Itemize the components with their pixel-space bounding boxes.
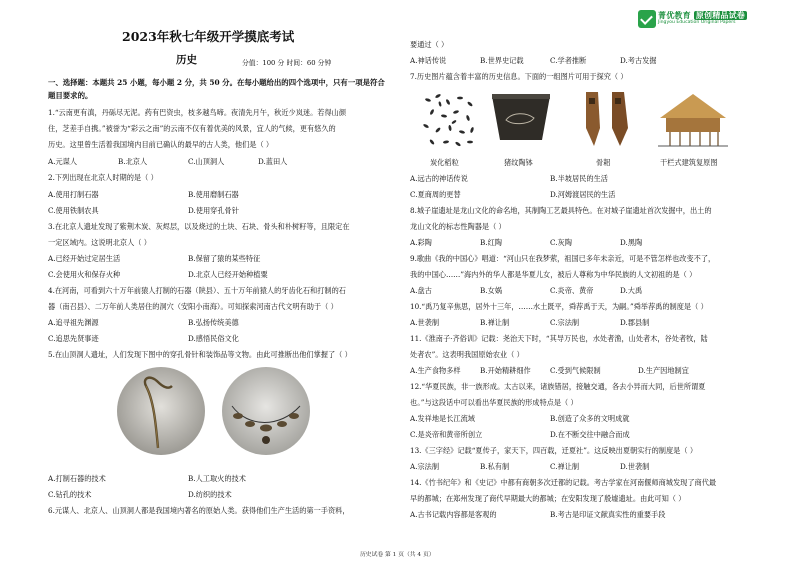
q2-text: 2.下列出现在北京人时期的是（ ） bbox=[48, 173, 158, 182]
q7-option-c[interactable]: C.夏商周的更替 bbox=[410, 190, 461, 199]
q7-option-b[interactable]: B.半坡居民的生活 bbox=[550, 174, 608, 183]
q12-line2: 也。”与这段话中可以看出华夏民族的形成特点是（ ） bbox=[410, 398, 578, 407]
q3-option-a[interactable]: A.已经开始过定居生活 bbox=[48, 254, 121, 263]
q1-option-b[interactable]: B.北京人 bbox=[118, 157, 148, 166]
q11-option-a[interactable]: A.生产食物多样 bbox=[410, 366, 461, 375]
q5-text: 5.在山顶洞人遗址，人们发现下图中的穿孔骨针和装饰品等文物。由此可推断出他们掌握了（ ） bbox=[48, 350, 352, 359]
q4-option-b[interactable]: B.弘扬传统美德 bbox=[188, 318, 239, 327]
q3-line1: 3.在北京人遗址发现了紫荆木炭、灰烬层，以及烧过的土块、石块、骨头和朴树籽等，且限定在 bbox=[48, 222, 350, 231]
q12-option-b[interactable]: B.创造了众多的文明成就 bbox=[550, 414, 630, 423]
q7-text: 7.历史图片蕴含着丰富的历史信息。下面的一组图片可用于探究（ ） bbox=[410, 72, 628, 81]
q12-option-d[interactable]: D.在不断交往中融合而成 bbox=[550, 430, 630, 439]
q14-option-a[interactable]: A.古书记载内容都是客观的 bbox=[410, 510, 497, 519]
q6-continuation: 要通过（ ） bbox=[410, 40, 449, 49]
q3-line2: 一定区域内。这说明北京人（ ） bbox=[48, 238, 151, 247]
q13-text: 13.《三字经》记载“夏传子，家天下，四百载，迁夏社”。这反映出夏朝实行的制度是（ ） bbox=[410, 446, 698, 455]
q4-option-d[interactable]: D.感悟民俗文化 bbox=[188, 334, 239, 343]
q6-line1: 6.元谋人、北京人、山顶洞人都是我国境内著名的原始人类。获得他们生产生活的第一手资料， bbox=[48, 506, 350, 515]
q1-line1: 1.“云南更有滇，丹砾尽无泥。药有巴资虫，枝多越鸟啼。夜清先月午，秋近少岚迷。若得山颜 bbox=[48, 108, 347, 117]
q7-option-a[interactable]: A.远古的神话传说 bbox=[410, 174, 468, 183]
q7-option-d[interactable]: D.河姆渡居民的生活 bbox=[550, 190, 616, 199]
q4-line2: 器（南召县）、二万年前人类居住的洞穴（安阳小南海）。可知探索河南古代文明有助于（ ） bbox=[48, 302, 338, 311]
q10-option-d[interactable]: D.郡县制 bbox=[620, 318, 650, 327]
q11-line2: 处者农”。这表明我国原始农业（ ） bbox=[410, 350, 524, 359]
q8-line1: 8.城子崖遗址是龙山文化的命名地，其制陶工艺最具特色。在对城子崖遗址首次发掘中，出土的 bbox=[410, 206, 712, 215]
q14-option-b[interactable]: B.考古是印证文献真实性的重要手段 bbox=[550, 510, 666, 519]
q2-option-d[interactable]: D.使用穿孔骨针 bbox=[188, 206, 239, 215]
exam-meta: 分值：100 分 时间：60 分钟 bbox=[242, 59, 332, 67]
q13-option-a[interactable]: A.宗法制 bbox=[410, 462, 440, 471]
check-icon bbox=[638, 10, 656, 28]
q7-caption-pottery: 猪纹陶钵 bbox=[504, 158, 533, 167]
q6-option-c[interactable]: C.学者推断 bbox=[550, 56, 587, 65]
q2-option-a[interactable]: A.使用打制石器 bbox=[48, 190, 99, 199]
exam-title: 2023年秋七年级开学摸底考试 bbox=[122, 29, 295, 44]
pig-pattern-pottery-image bbox=[488, 90, 554, 146]
q3-option-c[interactable]: C.会使用火和保存火种 bbox=[48, 270, 121, 279]
q12-line1: 12.“华夏民族，非一族形成。太古以来，诸族错居，接触交通，各去小异而大同，后世所谓夏 bbox=[410, 382, 706, 391]
q1-option-a[interactable]: A.元谋人 bbox=[48, 157, 78, 166]
q13-option-c[interactable]: C.禅让制 bbox=[550, 462, 580, 471]
q10-option-b[interactable]: B.禅让制 bbox=[480, 318, 510, 327]
q8-option-a[interactable]: A.彩陶 bbox=[410, 238, 432, 247]
q10-option-a[interactable]: A.世袭制 bbox=[410, 318, 440, 327]
q14-line1: 14.《竹书纪年》和《史记》中都有商朝多次迁都的记载。考古学家在河南偃师商城发现了商代最 bbox=[410, 478, 717, 487]
q11-option-b[interactable]: B.开始精耕细作 bbox=[480, 366, 531, 375]
q10-text: 10.“禹乃复辛焦思，居外十三年，……水土既平，舜荐禹于天，为嗣。”舜举荐禹的制度是（ ） bbox=[410, 302, 708, 311]
q7-caption-house: 干栏式建筑复原图 bbox=[660, 158, 718, 167]
q9-option-d[interactable]: D.大禹 bbox=[620, 286, 643, 295]
q11-line1: 11.《淮南子·齐俗训》记载：尧治天下时，“其导万民也，水处者渔，山处者木，谷处者牧，陆 bbox=[410, 334, 708, 343]
q7-caption-spade: 骨耜 bbox=[596, 158, 611, 167]
ornament-necklace-image bbox=[220, 366, 312, 456]
q9-option-c[interactable]: C.炎帝、黄帝 bbox=[550, 286, 594, 295]
bone-needle-image bbox=[116, 366, 206, 456]
q6-option-d[interactable]: D.考古发掘 bbox=[620, 56, 657, 65]
q2-option-b[interactable]: B.使用磨制石器 bbox=[188, 190, 239, 199]
subject-title: 历史 bbox=[176, 54, 197, 66]
q1-option-c[interactable]: C.山顶洞人 bbox=[188, 157, 225, 166]
q8-line2: 龙山文化的标志性陶器是（ ） bbox=[410, 222, 506, 231]
q8-option-c[interactable]: C.灰陶 bbox=[550, 238, 572, 247]
q7-caption-rice: 炭化稻粒 bbox=[430, 158, 459, 167]
q4-option-c[interactable]: C.追思先贤事迹 bbox=[48, 334, 99, 343]
q8-option-d[interactable]: D.黑陶 bbox=[620, 238, 643, 247]
page-footer: 历史试卷 第 1 页（共 4 页） bbox=[360, 552, 435, 558]
q2-option-c[interactable]: C.使用铁制农具 bbox=[48, 206, 99, 215]
bone-spade-image bbox=[578, 88, 638, 150]
q9-line2: 我的中国心……”海内外的华人都是华夏儿女，被后人尊称为中华民族的人文初祖的是（ ） bbox=[410, 270, 697, 279]
q9-line1: 9.歌曲《我的中国心》唱道：“河山只在我梦萦，祖国已多年未亲近，可是不管怎样也改变不了， bbox=[410, 254, 716, 263]
q4-line1: 4.在河南，可看到六十万年前猿人打制的石器（陕县）、五十万年前猿人的牙齿化石和打制的石 bbox=[48, 286, 346, 295]
q4-option-a[interactable]: A.追寻祖先渊源 bbox=[48, 318, 99, 327]
q11-option-d[interactable]: D.生产因地制宜 bbox=[638, 366, 689, 375]
logo-subtitle: Jingyou Education Original Papers bbox=[658, 20, 736, 25]
q6-option-b[interactable]: B.世界史记载 bbox=[480, 56, 524, 65]
q10-option-c[interactable]: C.宗法制 bbox=[550, 318, 580, 327]
q9-option-b[interactable]: B.女娲 bbox=[480, 286, 502, 295]
q8-option-b[interactable]: B.红陶 bbox=[480, 238, 502, 247]
q13-option-d[interactable]: D.世袭制 bbox=[620, 462, 650, 471]
q5-option-b[interactable]: B.人工取火的技术 bbox=[188, 474, 246, 483]
q5-option-a[interactable]: A.打制石器的技术 bbox=[48, 474, 106, 483]
q5-option-d[interactable]: D.纺织的技术 bbox=[188, 490, 232, 499]
logo-tag: 原创精品试卷 bbox=[695, 11, 746, 20]
q12-option-c[interactable]: C.是炎帝和黄帝所创立 bbox=[410, 430, 483, 439]
q6-option-a[interactable]: A.神话传说 bbox=[410, 56, 447, 65]
q12-option-a[interactable]: A.发祥地是长江流域 bbox=[410, 414, 475, 423]
q11-option-c[interactable]: C.受到气候限制 bbox=[550, 366, 601, 375]
carbonized-rice-image bbox=[418, 88, 480, 150]
section-instructions: 一、选择题：本题共 25 小题，每小题 2 分，共 50 分。在每小题给出的四个选项中，只有一项是符合题目要求的。 bbox=[48, 78, 385, 100]
q3-option-b[interactable]: B.保留了猿的某些特征 bbox=[188, 254, 261, 263]
q1-line3: 历史。这里曾生活着我国境内目前已确认的最早的古人类，他们是（ ） bbox=[48, 140, 274, 149]
q3-option-d[interactable]: D.北京人已经开始种植粟 bbox=[188, 270, 268, 279]
q1-line2: 住，芝差手自携。”被誉为“彩云之南”的云南不仅有着优美的风景，宜人的气候，更有悠久的 bbox=[48, 124, 336, 133]
q14-line2: 早的都城；在郑州发现了商代早期最大的都城；在安阳发现了殷墟遗址。由此可知（ ） bbox=[410, 494, 686, 503]
q5-option-c[interactable]: C.钻孔的技术 bbox=[48, 490, 92, 499]
publisher-logo bbox=[638, 10, 748, 30]
q9-option-a[interactable]: A.盘古 bbox=[410, 286, 432, 295]
stilt-house-image bbox=[654, 88, 732, 150]
q13-option-b[interactable]: B.私有制 bbox=[480, 462, 510, 471]
logo-main-text: 菁优教育 bbox=[658, 11, 691, 20]
q1-option-d[interactable]: D.蓝田人 bbox=[258, 157, 288, 166]
